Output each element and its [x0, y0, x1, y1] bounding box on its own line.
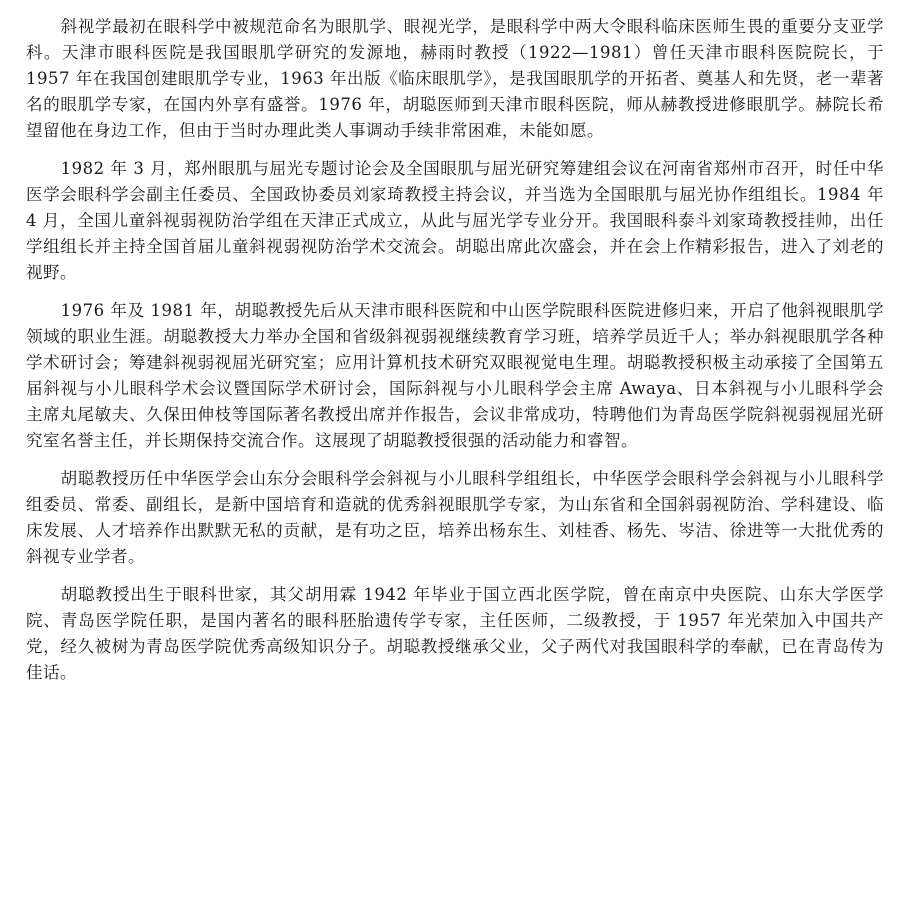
paragraph-3: 1976 年及 1981 年，胡聪教授先后从天津市眼科医院和中山医学院眼科医院进修归来，开启了他斜视眼肌学领域的职业生涯。胡聪教授大力举办全国和省级斜视弱视继续教育学习班，培养学员近千人；举办斜视眼肌学各种学术研讨会；筹建斜视弱视屈光研究室；应用计算机技术研究双眼视觉电生理。胡聪教授积极主动承接了全国第五届斜视与小儿眼科学术会议暨国际学术研讨会，国际斜视与小儿眼科学会主席 Awaya、日本斜视与小儿眼科学会主席丸尾敏夫、久保田伸枝等国际著名教授出席并作报告，会议非常成功，特聘他们为青岛医学院斜视弱视屈光研究室名誉主任，并长期保持交流合作。这展现了胡聪教授很强的活动能力和睿智。 — [26, 301, 884, 450]
paragraph-4: 胡聪教授历任中华医学会山东分会眼科学会斜视与小儿眼科学组组长，中华医学会眼科学会斜视与小儿眼科学组委员、常委、副组长，是新中国培育和造就的优秀斜视眼肌学专家，为山东省和全国斜弱视防治、学科建设、临床发展、人才培养作出默默无私的贡献，是有功之臣，培养出杨东生、刘桂香、杨先、岑洁、徐进等一大批优秀的斜视专业学者。 — [26, 469, 884, 566]
paragraph-2: 1982 年 3 月，郑州眼肌与屈光专题讨论会及全国眼肌与屈光研究筹建组会议在河南省郑州市召开，时任中华医学会眼科学会副主任委员、全国政协委员刘家琦教授主持会议，并当选为全国眼肌与屈光协作组组长。1984 年 4 月，全国儿童斜视弱视防治学组在天津正式成立，从此与屈光学专业分开。我国眼科泰斗刘家琦教授挂帅，出任学组组长并主持全国首届儿童斜视弱视防治学术交流会。胡聪出席此次盛会，并在会上作精彩报告，进入了刘老的视野。 — [26, 159, 884, 282]
paragraph-1: 斜视学最初在眼科学中被规范命名为眼肌学、眼视光学，是眼科学中两大令眼科临床医师生畏的重要分支亚学科。天津市眼科医院是我国眼肌学研究的发源地，赫雨时教授（1922—1981）曾任天津市眼科医院院长，于 1957 年在我国创建眼肌学专业，1963 年出版《临床眼肌学》，是我国眼肌学的开拓者、奠基人和先贤，老一辈著名的眼肌学专家，在国内外享有盛誉。1976 年，胡聪医师到天津市眼科医院，师从赫教授进修眼肌学。赫院长希望留他在身边工作，但由于当时办理此类人事调动手续非常困难，未能如愿。 — [26, 17, 884, 140]
paragraph-5: 胡聪教授出生于眼科世家，其父胡用霖 1942 年毕业于国立西北医学院，曾在南京中央医院、山东大学医学院、青岛医学院任职，是国内著名的眼科胚胎遗传学专家，主任医师，二级教授，于 1957 年光荣加入中国共产党，经久被树为青岛医学院优秀高级知识分子。胡聪教授继承父业，父子两代对我国眼科学的奉献，已在青岛传为佳话。 — [26, 585, 884, 682]
document-body — [26, 14, 884, 686]
